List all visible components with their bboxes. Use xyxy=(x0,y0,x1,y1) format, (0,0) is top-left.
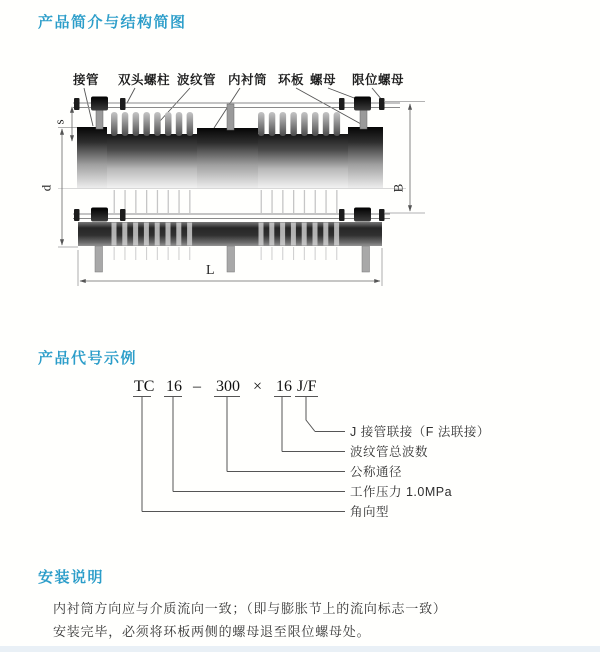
code-part-pressure: 16 xyxy=(166,378,182,395)
code-part-dash: – xyxy=(193,378,201,395)
joint-body-top xyxy=(77,104,383,188)
part-label-limit-nut: 限位螺母 xyxy=(352,73,405,87)
part-label-inner-sleeve: 内衬筒 xyxy=(228,73,268,87)
callout-nominal-diameter: 公称通径 xyxy=(350,465,403,479)
part-label-ring-plate: 环板 xyxy=(278,73,305,87)
convolution-edges-lower xyxy=(114,247,338,260)
installation-instructions xyxy=(53,598,533,643)
dim-label-s: s xyxy=(51,119,67,125)
convolution-edges-upper xyxy=(114,190,338,213)
code-part-type: TC xyxy=(134,378,155,395)
dimension-B xyxy=(385,102,425,214)
dim-label-L: L xyxy=(206,263,215,278)
section-heading-installation: 安装说明 xyxy=(38,569,105,586)
callout-angular-type: 角向型 xyxy=(350,505,390,519)
dim-label-B: B xyxy=(390,183,406,193)
code-part-connection: J/F xyxy=(297,378,317,395)
callout-wave-count: 波纹管总波数 xyxy=(350,445,429,459)
code-part-diameter: 300 xyxy=(216,378,240,395)
callout-connection-type: J 接管联接（F 法联接） xyxy=(350,425,490,439)
code-callout-lines xyxy=(133,397,345,512)
installation-line-2: 安装完毕，必须将环板两侧的螺母退至限位螺母处。 xyxy=(53,623,371,639)
code-part-times: × xyxy=(253,378,263,395)
callout-working-pressure: 工作压力 1.0MPa xyxy=(350,485,453,499)
part-label-nut: 螺母 xyxy=(310,73,337,87)
dim-label-d: d xyxy=(38,184,54,192)
section-heading-intro: 产品简介与结构简图 xyxy=(38,14,187,31)
part-label-connecting-pipe: 接管 xyxy=(73,73,100,87)
part-label-stud-bolt: 双头螺柱 xyxy=(118,73,171,87)
code-part-waves: 16 xyxy=(276,378,292,395)
installation-line-1: 内衬筒方向应与介质流向一致；（即与膨胀节上的流向标志一致） xyxy=(53,601,447,616)
part-label-bellows: 波纹管 xyxy=(177,73,217,87)
section-heading-code-example: 产品代号示例 xyxy=(38,350,138,367)
page-bottom-strip xyxy=(0,646,600,652)
dimension-d xyxy=(58,128,78,248)
